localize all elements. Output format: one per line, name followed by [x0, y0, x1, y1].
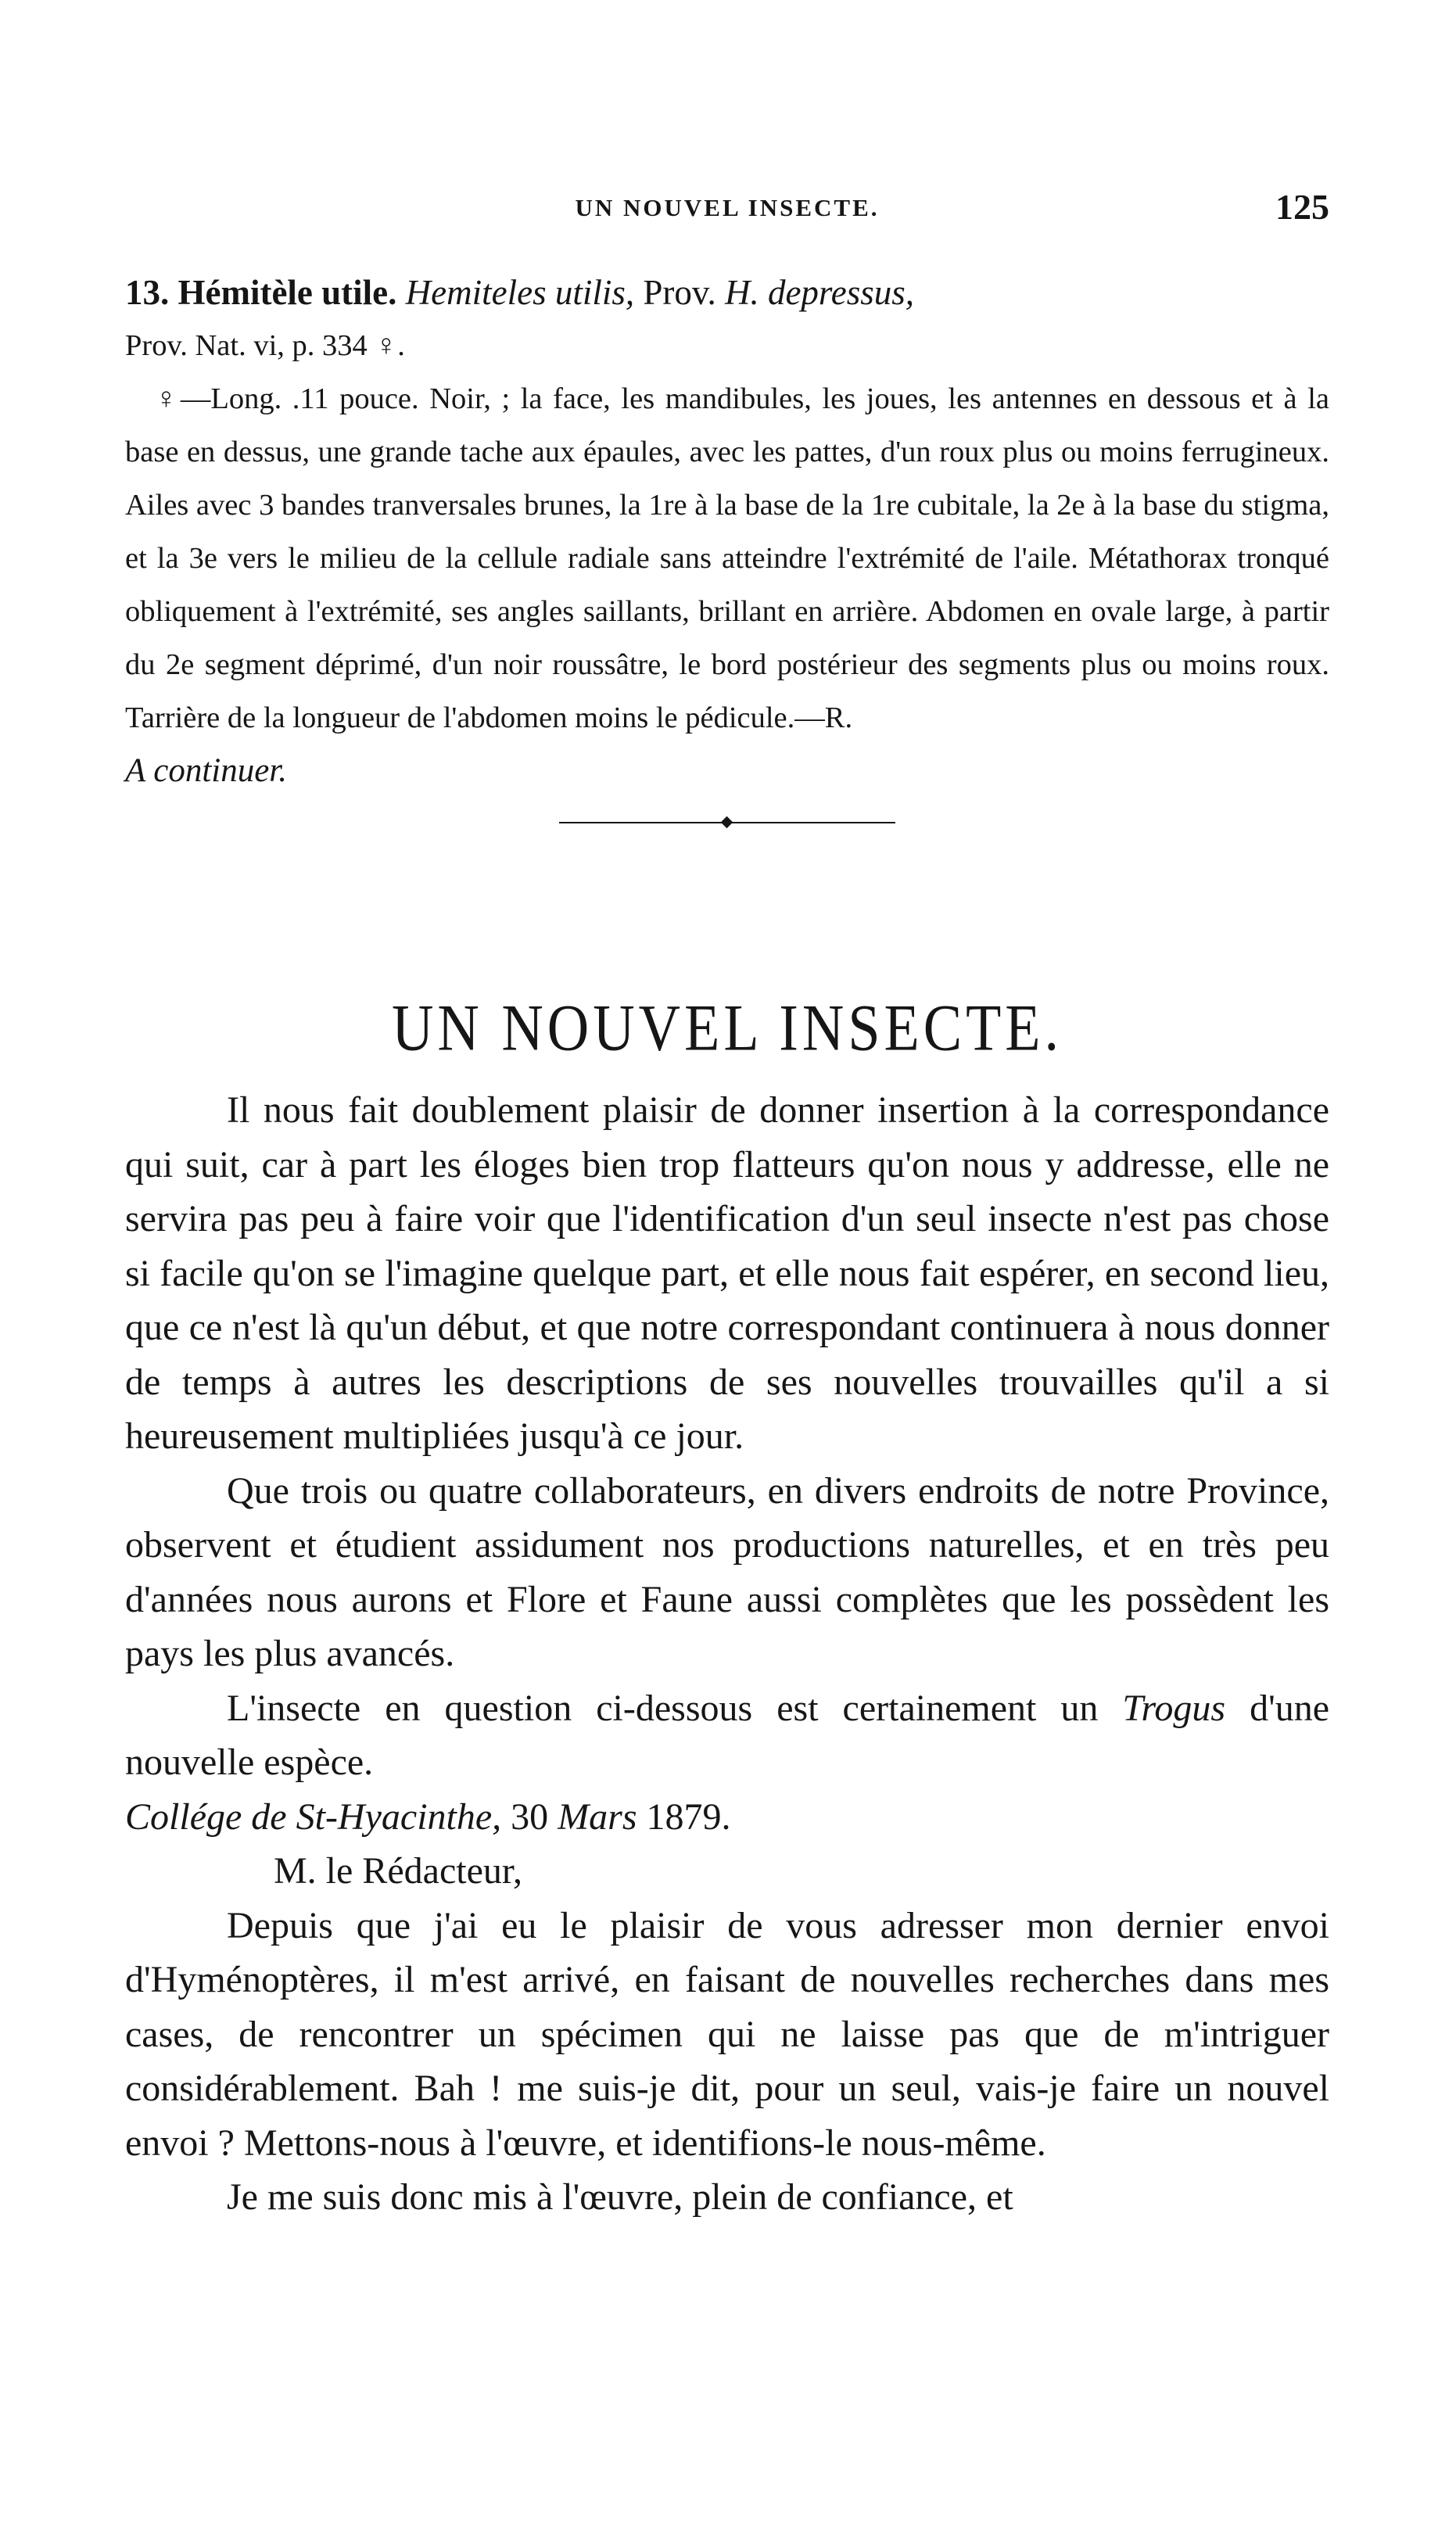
- entry-prov: Prov.: [643, 273, 716, 312]
- dateline-place: Collége de St-Hyacinthe,: [125, 1795, 502, 1838]
- dateline-day: 30: [511, 1795, 549, 1838]
- article-paragraph-3: [125, 1681, 1329, 1790]
- article-paragraph-1: Il nous fait doublement plaisir de donner insertion à la correspondance qui suit, car à part les éloges bien trop flatteurs qu'on nous y addresse, elle ne servira pas peu à faire voir que l'identification d'un seul insecte n'est pas chose si facile qu'on se l'imagine quelque part, et elle nous fait espérer, en second lieu, que ce n'est là qu'un début, et que notre correspondant continuera à nous donner de temps à autres les descriptions de ses nouvelles trouvailles qu'il a si heureusement multipliées jusqu'à ce jour.: [125, 1089, 1329, 1457]
- article-title: UN NOUVEL INSECTE.: [391, 991, 1063, 1066]
- entry-heading: [125, 266, 1329, 319]
- entry-synonym: H. depressus,: [724, 273, 915, 312]
- letter-salutation: M. le Rédacteur,: [274, 1850, 522, 1892]
- running-title: UN NOUVEL INSECTE.: [575, 194, 880, 221]
- to-be-continued: A continuer.: [125, 752, 288, 789]
- entry-latin-name: Hemiteles utilis,: [405, 273, 635, 312]
- dateline-month: Mars: [558, 1795, 637, 1838]
- intro-genus: Trogus: [1122, 1687, 1226, 1729]
- species-entry: [125, 266, 1329, 830]
- running-header: [125, 186, 1329, 233]
- page-number: 125: [1275, 187, 1329, 227]
- letter-paragraph-2: Je me suis donc mis à l'œuvre, plein de confiance, et: [227, 2176, 1013, 2218]
- entry-number: 13.: [125, 273, 170, 312]
- section-divider: [559, 815, 895, 830]
- entry-reference: Prov. Nat. vi, p. 334 ♀.: [125, 329, 405, 362]
- entry-french-name: Hémitèle utile.: [178, 273, 397, 312]
- intro-lead: L'insecte en question ci-dessous est certainement un: [227, 1687, 1099, 1729]
- article-paragraph-2: Que trois ou quatre collaborateurs, en divers endroits de notre Province, observent et étudient assidument nos productions naturelles, et en très peu d'années nous aurons et Flore et Faune aussi complètes que les possèdent les pays les plus avancés.: [125, 1469, 1329, 1674]
- letter-dateline: [125, 1790, 1329, 1845]
- article-body: [125, 1083, 1329, 2225]
- intro-tail: d'une nouvelle espèce.: [125, 1687, 1330, 1783]
- divider-ornament: [721, 816, 733, 829]
- dateline-year: 1879.: [646, 1795, 731, 1838]
- entry-description: ♀—Long. .11 pouce. Noir, ; la face, les mandibules, les joues, les antennes en dessous et à la base en dessus, une grande tache aux épaules, avec les pattes, d'un roux plus ou moins ferrugineux. Ailes avec 3 bandes tranversales brunes, la 1re à la base de la 1re cubitale, la 2e à la base du stigma, et la 3e vers le milieu de la cellule radiale sans atteindre l'extrémité de l'aile. Métathorax tronqué obliquement à l'extrémité, ses angles saillants, brillant en arrière. Abdomen en ovale large, à partir du 2e segment déprimé, d'un noir roussâtre, le bord postérieur des segments plus ou moins roux. Tarrière de la longueur de l'abdomen moins le pédicule.—R.: [125, 382, 1329, 734]
- letter-paragraph-1: Depuis que j'ai eu le plaisir de vous adresser mon dernier envoi d'Hyménoptères, il m'est arrivé, en faisant de nouvelles recherches dans mes cases, de rencontrer un spécimen qui ne laisse pas que de m'intriguer considérablement. Bah ! me suis-je dit, pour un seul, vais-je faire un nouvel envoi ? Mettons-nous à l'œuvre, et identifions-le nous-même.: [125, 1904, 1329, 2164]
